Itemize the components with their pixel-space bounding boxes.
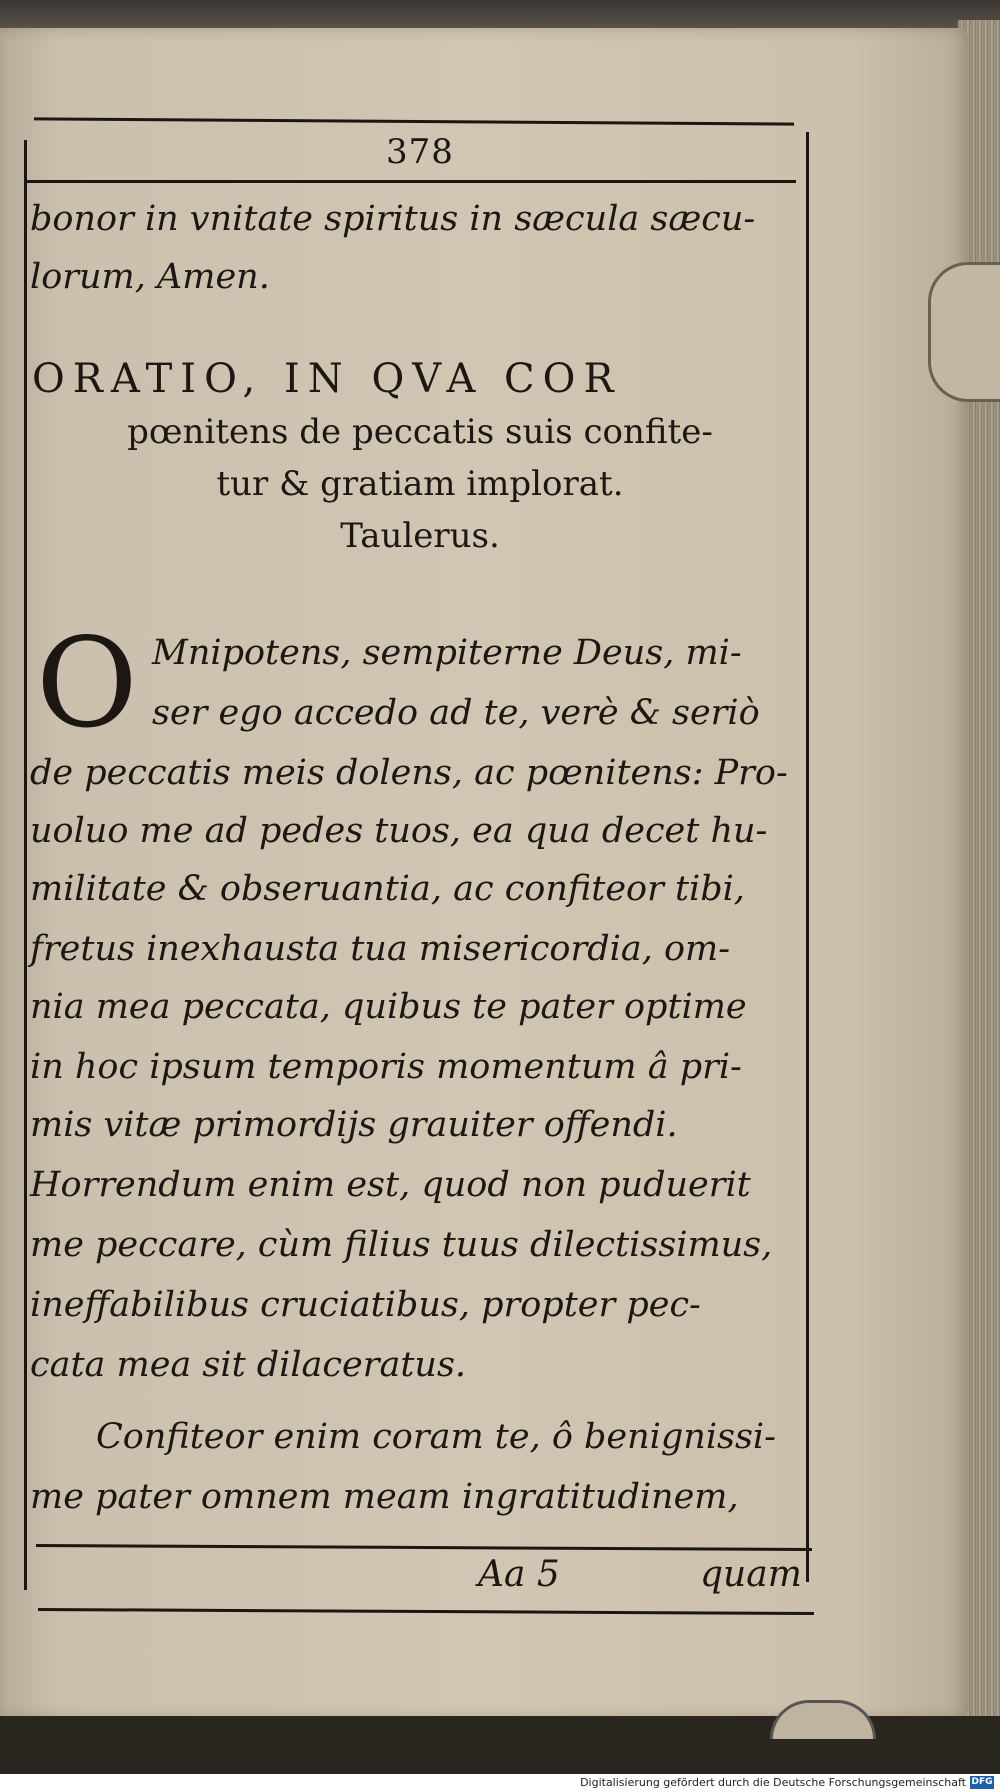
body-line-1: Mnipotens, sempiterne Deus, mi- <box>152 633 742 673</box>
body-line-15: me pater omnem meam ingratitudinem, <box>30 1477 739 1517</box>
body-line-9: mis vitæ primordijs grauiter offendi. <box>30 1105 678 1145</box>
scan-background-top <box>0 0 1000 30</box>
body-line-3: de peccatis meis dolens, ac pœnitens: Pro- <box>30 753 788 793</box>
carryover-line-1: bonor in vnitate spiritus in sæcula sæcu- <box>30 199 756 239</box>
body-line-5: militate & obseruantia, ac confiteor tibi, <box>30 869 745 909</box>
body-line-4: uoluo me ad pedes tuos, ea qua decet hu- <box>30 811 768 851</box>
catchword: quam <box>700 1554 802 1595</box>
body-line-6: fretus inexhausta tua misericordia, om- <box>30 929 731 969</box>
signature-mark: Aa 5 <box>478 1554 560 1595</box>
prayer-author: Taulerus. <box>340 516 500 556</box>
body-line-13: cata mea sit dilaceratus. <box>30 1345 467 1385</box>
prayer-heading-line-1: pœnitens de peccatis suis confite- <box>127 412 713 452</box>
prayer-heading-caps: ORATIO, IN QVA COR <box>32 356 622 402</box>
header-rule <box>26 180 796 183</box>
drop-cap: O <box>36 612 138 756</box>
frame-left-rule <box>24 140 27 1590</box>
carryover-line-2: lorum, Amen. <box>30 257 270 297</box>
body-line-7: nia mea peccata, quibus te pater optime <box>30 987 747 1027</box>
frame-right-rule <box>806 132 809 1582</box>
body-line-14: Confiteor enim coram te, ô benignissi- <box>96 1417 776 1457</box>
body-line-10: Horrendum enim est, quod non puduerit <box>30 1165 751 1205</box>
body-line-11: me peccare, cùm filius tuus dilectissimus, <box>30 1225 773 1265</box>
digitization-credit: Digitalisierung gefördert durch die Deutsche Forschungsgemeinschaft <box>580 1776 966 1789</box>
body-line-12: ineffabilibus cruciatibus, propter pec- <box>30 1285 701 1325</box>
body-line-8: in hoc ipsum temporis momentum â pri- <box>30 1047 742 1087</box>
dfg-logo-icon: DFG <box>971 1777 993 1787</box>
prayer-heading-line-2: tur & gratiam implorat. <box>216 464 624 504</box>
page-number: 378 <box>386 132 454 172</box>
body-line-2: ser ego accedo ad te, verè & seriò <box>152 693 760 733</box>
thumb-tab <box>928 262 1000 402</box>
